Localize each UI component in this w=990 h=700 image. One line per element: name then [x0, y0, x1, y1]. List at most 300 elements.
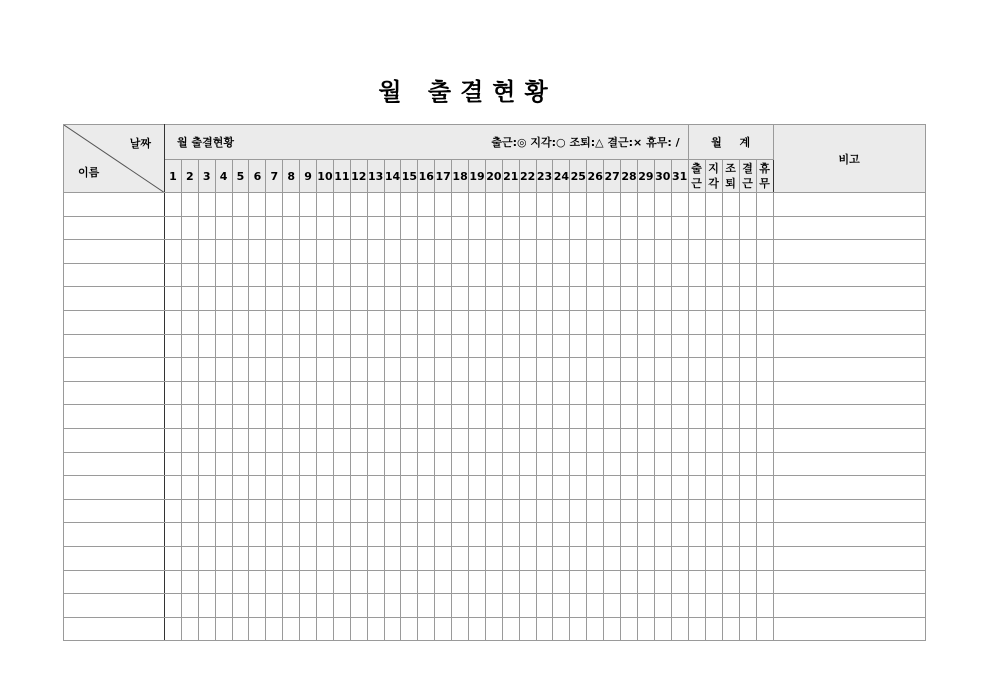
day-cell[interactable] [671, 546, 688, 570]
day-cell[interactable] [637, 452, 654, 476]
day-cell[interactable] [350, 193, 367, 217]
day-cell[interactable] [587, 546, 604, 570]
day-cell[interactable] [232, 617, 249, 641]
remarks-cell[interactable] [773, 310, 925, 334]
day-cell[interactable] [502, 240, 519, 264]
remarks-cell[interactable] [773, 617, 925, 641]
day-cell[interactable] [671, 476, 688, 500]
day-cell[interactable] [519, 594, 536, 618]
stat-cell[interactable] [739, 193, 756, 217]
stat-cell[interactable] [705, 570, 722, 594]
day-cell[interactable] [435, 570, 452, 594]
day-cell[interactable] [604, 476, 621, 500]
day-cell[interactable] [418, 263, 435, 287]
day-cell[interactable] [536, 499, 553, 523]
day-cell[interactable] [367, 240, 384, 264]
day-cell[interactable] [232, 594, 249, 618]
day-cell[interactable] [300, 546, 317, 570]
day-cell[interactable] [604, 310, 621, 334]
day-cell[interactable] [435, 523, 452, 547]
day-cell[interactable] [502, 263, 519, 287]
day-cell[interactable] [350, 499, 367, 523]
day-cell[interactable] [621, 405, 638, 429]
day-cell[interactable] [502, 452, 519, 476]
stat-cell[interactable] [722, 523, 739, 547]
day-cell[interactable] [350, 240, 367, 264]
day-cell[interactable] [469, 452, 486, 476]
stat-cell[interactable] [722, 546, 739, 570]
day-cell[interactable] [165, 358, 182, 382]
day-cell[interactable] [485, 546, 502, 570]
day-cell[interactable] [604, 334, 621, 358]
day-cell[interactable] [333, 405, 350, 429]
day-cell[interactable] [418, 381, 435, 405]
stat-cell[interactable] [688, 334, 705, 358]
stat-cell[interactable] [705, 523, 722, 547]
day-cell[interactable] [181, 570, 198, 594]
day-cell[interactable] [350, 617, 367, 641]
day-cell[interactable] [350, 263, 367, 287]
remarks-cell[interactable] [773, 405, 925, 429]
day-cell[interactable] [333, 310, 350, 334]
stat-cell[interactable] [722, 476, 739, 500]
stat-cell[interactable] [756, 287, 773, 311]
day-cell[interactable] [469, 546, 486, 570]
day-cell[interactable] [637, 358, 654, 382]
day-cell[interactable] [300, 287, 317, 311]
day-cell[interactable] [350, 287, 367, 311]
day-cell[interactable] [266, 216, 283, 240]
stat-cell[interactable] [756, 499, 773, 523]
day-cell[interactable] [418, 334, 435, 358]
day-cell[interactable] [502, 594, 519, 618]
day-cell[interactable] [215, 594, 232, 618]
day-cell[interactable] [553, 358, 570, 382]
day-cell[interactable] [553, 546, 570, 570]
day-cell[interactable] [519, 617, 536, 641]
day-cell[interactable] [536, 428, 553, 452]
stat-cell[interactable] [739, 452, 756, 476]
day-cell[interactable] [637, 499, 654, 523]
day-cell[interactable] [215, 499, 232, 523]
day-cell[interactable] [604, 193, 621, 217]
day-cell[interactable] [553, 476, 570, 500]
day-cell[interactable] [401, 310, 418, 334]
day-cell[interactable] [587, 428, 604, 452]
day-cell[interactable] [452, 428, 469, 452]
day-cell[interactable] [401, 240, 418, 264]
day-cell[interactable] [333, 428, 350, 452]
day-cell[interactable] [300, 216, 317, 240]
day-cell[interactable] [165, 216, 182, 240]
day-cell[interactable] [232, 310, 249, 334]
day-cell[interactable] [384, 476, 401, 500]
stat-cell[interactable] [739, 358, 756, 382]
day-cell[interactable] [384, 193, 401, 217]
day-cell[interactable] [604, 617, 621, 641]
day-cell[interactable] [621, 523, 638, 547]
day-cell[interactable] [637, 523, 654, 547]
day-cell[interactable] [469, 617, 486, 641]
day-cell[interactable] [367, 570, 384, 594]
day-cell[interactable] [570, 193, 587, 217]
day-cell[interactable] [671, 523, 688, 547]
day-cell[interactable] [165, 476, 182, 500]
day-cell[interactable] [181, 216, 198, 240]
day-cell[interactable] [654, 216, 671, 240]
day-cell[interactable] [469, 263, 486, 287]
day-cell[interactable] [215, 428, 232, 452]
day-cell[interactable] [452, 358, 469, 382]
day-cell[interactable] [367, 334, 384, 358]
day-cell[interactable] [333, 358, 350, 382]
day-cell[interactable] [536, 358, 553, 382]
day-cell[interactable] [536, 216, 553, 240]
stat-cell[interactable] [739, 263, 756, 287]
day-cell[interactable] [232, 240, 249, 264]
day-cell[interactable] [249, 381, 266, 405]
stat-cell[interactable] [688, 594, 705, 618]
day-cell[interactable] [215, 381, 232, 405]
day-cell[interactable] [317, 240, 334, 264]
day-cell[interactable] [283, 428, 300, 452]
day-cell[interactable] [553, 193, 570, 217]
day-cell[interactable] [604, 523, 621, 547]
name-cell[interactable] [64, 310, 165, 334]
day-cell[interactable] [401, 617, 418, 641]
day-cell[interactable] [502, 476, 519, 500]
day-cell[interactable] [283, 405, 300, 429]
day-cell[interactable] [553, 523, 570, 547]
stat-cell[interactable] [739, 240, 756, 264]
day-cell[interactable] [519, 499, 536, 523]
day-cell[interactable] [198, 240, 215, 264]
day-cell[interactable] [654, 452, 671, 476]
day-cell[interactable] [215, 358, 232, 382]
day-cell[interactable] [502, 193, 519, 217]
day-cell[interactable] [384, 570, 401, 594]
name-cell[interactable] [64, 546, 165, 570]
day-cell[interactable] [654, 546, 671, 570]
stat-cell[interactable] [688, 381, 705, 405]
day-cell[interactable] [283, 617, 300, 641]
day-cell[interactable] [317, 428, 334, 452]
remarks-cell[interactable] [773, 594, 925, 618]
day-cell[interactable] [604, 570, 621, 594]
day-cell[interactable] [181, 428, 198, 452]
day-cell[interactable] [536, 405, 553, 429]
stat-cell[interactable] [739, 570, 756, 594]
day-cell[interactable] [317, 381, 334, 405]
day-cell[interactable] [384, 358, 401, 382]
day-cell[interactable] [654, 594, 671, 618]
day-cell[interactable] [604, 263, 621, 287]
day-cell[interactable] [418, 476, 435, 500]
day-cell[interactable] [637, 263, 654, 287]
day-cell[interactable] [198, 617, 215, 641]
day-cell[interactable] [536, 310, 553, 334]
day-cell[interactable] [587, 405, 604, 429]
day-cell[interactable] [215, 310, 232, 334]
day-cell[interactable] [621, 216, 638, 240]
day-cell[interactable] [604, 405, 621, 429]
day-cell[interactable] [469, 570, 486, 594]
stat-cell[interactable] [688, 193, 705, 217]
name-cell[interactable] [64, 499, 165, 523]
remarks-cell[interactable] [773, 499, 925, 523]
day-cell[interactable] [266, 570, 283, 594]
day-cell[interactable] [181, 287, 198, 311]
day-cell[interactable] [519, 452, 536, 476]
name-cell[interactable] [64, 287, 165, 311]
day-cell[interactable] [232, 193, 249, 217]
day-cell[interactable] [384, 499, 401, 523]
day-cell[interactable] [401, 216, 418, 240]
day-cell[interactable] [401, 405, 418, 429]
stat-cell[interactable] [705, 617, 722, 641]
stat-cell[interactable] [705, 216, 722, 240]
day-cell[interactable] [401, 523, 418, 547]
day-cell[interactable] [435, 428, 452, 452]
day-cell[interactable] [232, 499, 249, 523]
day-cell[interactable] [249, 287, 266, 311]
day-cell[interactable] [266, 381, 283, 405]
stat-cell[interactable] [756, 617, 773, 641]
day-cell[interactable] [587, 617, 604, 641]
day-cell[interactable] [435, 193, 452, 217]
day-cell[interactable] [452, 334, 469, 358]
day-cell[interactable] [637, 617, 654, 641]
day-cell[interactable] [469, 405, 486, 429]
day-cell[interactable] [181, 594, 198, 618]
day-cell[interactable] [317, 216, 334, 240]
day-cell[interactable] [418, 452, 435, 476]
day-cell[interactable] [587, 452, 604, 476]
day-cell[interactable] [300, 523, 317, 547]
day-cell[interactable] [198, 570, 215, 594]
day-cell[interactable] [198, 452, 215, 476]
stat-cell[interactable] [722, 193, 739, 217]
remarks-cell[interactable] [773, 240, 925, 264]
day-cell[interactable] [587, 381, 604, 405]
day-cell[interactable] [671, 240, 688, 264]
stat-cell[interactable] [739, 523, 756, 547]
day-cell[interactable] [435, 216, 452, 240]
day-cell[interactable] [350, 570, 367, 594]
day-cell[interactable] [384, 263, 401, 287]
day-cell[interactable] [232, 428, 249, 452]
day-cell[interactable] [215, 546, 232, 570]
stat-cell[interactable] [722, 452, 739, 476]
day-cell[interactable] [621, 310, 638, 334]
stat-cell[interactable] [739, 499, 756, 523]
day-cell[interactable] [401, 476, 418, 500]
day-cell[interactable] [536, 287, 553, 311]
name-cell[interactable] [64, 358, 165, 382]
day-cell[interactable] [604, 546, 621, 570]
day-cell[interactable] [418, 499, 435, 523]
day-cell[interactable] [519, 263, 536, 287]
day-cell[interactable] [519, 523, 536, 547]
day-cell[interactable] [570, 405, 587, 429]
day-cell[interactable] [654, 287, 671, 311]
day-cell[interactable] [621, 381, 638, 405]
day-cell[interactable] [536, 381, 553, 405]
day-cell[interactable] [553, 240, 570, 264]
remarks-cell[interactable] [773, 263, 925, 287]
day-cell[interactable] [367, 358, 384, 382]
day-cell[interactable] [249, 358, 266, 382]
day-cell[interactable] [198, 358, 215, 382]
day-cell[interactable] [198, 523, 215, 547]
day-cell[interactable] [350, 476, 367, 500]
day-cell[interactable] [637, 240, 654, 264]
name-cell[interactable] [64, 216, 165, 240]
day-cell[interactable] [452, 617, 469, 641]
day-cell[interactable] [232, 546, 249, 570]
day-cell[interactable] [165, 594, 182, 618]
day-cell[interactable] [570, 334, 587, 358]
day-cell[interactable] [418, 310, 435, 334]
day-cell[interactable] [502, 334, 519, 358]
day-cell[interactable] [333, 240, 350, 264]
stat-cell[interactable] [688, 405, 705, 429]
day-cell[interactable] [215, 240, 232, 264]
day-cell[interactable] [587, 240, 604, 264]
day-cell[interactable] [604, 287, 621, 311]
day-cell[interactable] [317, 594, 334, 618]
day-cell[interactable] [215, 570, 232, 594]
day-cell[interactable] [469, 334, 486, 358]
day-cell[interactable] [300, 381, 317, 405]
day-cell[interactable] [502, 570, 519, 594]
stat-cell[interactable] [722, 216, 739, 240]
day-cell[interactable] [401, 193, 418, 217]
day-cell[interactable] [165, 334, 182, 358]
day-cell[interactable] [570, 310, 587, 334]
day-cell[interactable] [587, 570, 604, 594]
day-cell[interactable] [350, 310, 367, 334]
day-cell[interactable] [215, 193, 232, 217]
day-cell[interactable] [536, 240, 553, 264]
day-cell[interactable] [570, 594, 587, 618]
day-cell[interactable] [418, 358, 435, 382]
day-cell[interactable] [249, 428, 266, 452]
name-cell[interactable] [64, 523, 165, 547]
day-cell[interactable] [570, 499, 587, 523]
day-cell[interactable] [469, 240, 486, 264]
day-cell[interactable] [181, 358, 198, 382]
day-cell[interactable] [469, 499, 486, 523]
day-cell[interactable] [333, 499, 350, 523]
day-cell[interactable] [469, 523, 486, 547]
day-cell[interactable] [266, 405, 283, 429]
name-cell[interactable] [64, 240, 165, 264]
day-cell[interactable] [519, 570, 536, 594]
day-cell[interactable] [300, 358, 317, 382]
day-cell[interactable] [181, 405, 198, 429]
day-cell[interactable] [300, 310, 317, 334]
name-cell[interactable] [64, 452, 165, 476]
day-cell[interactable] [435, 405, 452, 429]
day-cell[interactable] [553, 263, 570, 287]
day-cell[interactable] [384, 617, 401, 641]
day-cell[interactable] [485, 310, 502, 334]
day-cell[interactable] [621, 193, 638, 217]
day-cell[interactable] [249, 263, 266, 287]
day-cell[interactable] [452, 263, 469, 287]
day-cell[interactable] [367, 216, 384, 240]
day-cell[interactable] [502, 523, 519, 547]
day-cell[interactable] [485, 216, 502, 240]
day-cell[interactable] [519, 405, 536, 429]
day-cell[interactable] [215, 476, 232, 500]
day-cell[interactable] [621, 546, 638, 570]
day-cell[interactable] [367, 452, 384, 476]
day-cell[interactable] [333, 523, 350, 547]
day-cell[interactable] [502, 546, 519, 570]
day-cell[interactable] [553, 499, 570, 523]
name-cell[interactable] [64, 263, 165, 287]
stat-cell[interactable] [688, 523, 705, 547]
day-cell[interactable] [181, 617, 198, 641]
day-cell[interactable] [587, 193, 604, 217]
day-cell[interactable] [621, 499, 638, 523]
day-cell[interactable] [215, 617, 232, 641]
day-cell[interactable] [165, 617, 182, 641]
day-cell[interactable] [367, 499, 384, 523]
stat-cell[interactable] [756, 594, 773, 618]
day-cell[interactable] [283, 358, 300, 382]
stat-cell[interactable] [688, 358, 705, 382]
day-cell[interactable] [536, 452, 553, 476]
day-cell[interactable] [249, 240, 266, 264]
name-cell[interactable] [64, 617, 165, 641]
day-cell[interactable] [198, 193, 215, 217]
day-cell[interactable] [384, 310, 401, 334]
day-cell[interactable] [418, 428, 435, 452]
day-cell[interactable] [283, 546, 300, 570]
stat-cell[interactable] [722, 310, 739, 334]
day-cell[interactable] [536, 476, 553, 500]
day-cell[interactable] [283, 476, 300, 500]
day-cell[interactable] [570, 240, 587, 264]
day-cell[interactable] [232, 216, 249, 240]
day-cell[interactable] [367, 381, 384, 405]
day-cell[interactable] [519, 287, 536, 311]
day-cell[interactable] [165, 570, 182, 594]
stat-cell[interactable] [756, 570, 773, 594]
stat-cell[interactable] [722, 381, 739, 405]
day-cell[interactable] [621, 240, 638, 264]
day-cell[interactable] [283, 381, 300, 405]
day-cell[interactable] [519, 546, 536, 570]
stat-cell[interactable] [739, 405, 756, 429]
day-cell[interactable] [671, 310, 688, 334]
day-cell[interactable] [553, 216, 570, 240]
day-cell[interactable] [452, 476, 469, 500]
stat-cell[interactable] [756, 240, 773, 264]
day-cell[interactable] [232, 287, 249, 311]
day-cell[interactable] [317, 193, 334, 217]
day-cell[interactable] [654, 476, 671, 500]
day-cell[interactable] [198, 334, 215, 358]
day-cell[interactable] [587, 216, 604, 240]
day-cell[interactable] [553, 594, 570, 618]
day-cell[interactable] [671, 193, 688, 217]
day-cell[interactable] [435, 334, 452, 358]
day-cell[interactable] [621, 358, 638, 382]
